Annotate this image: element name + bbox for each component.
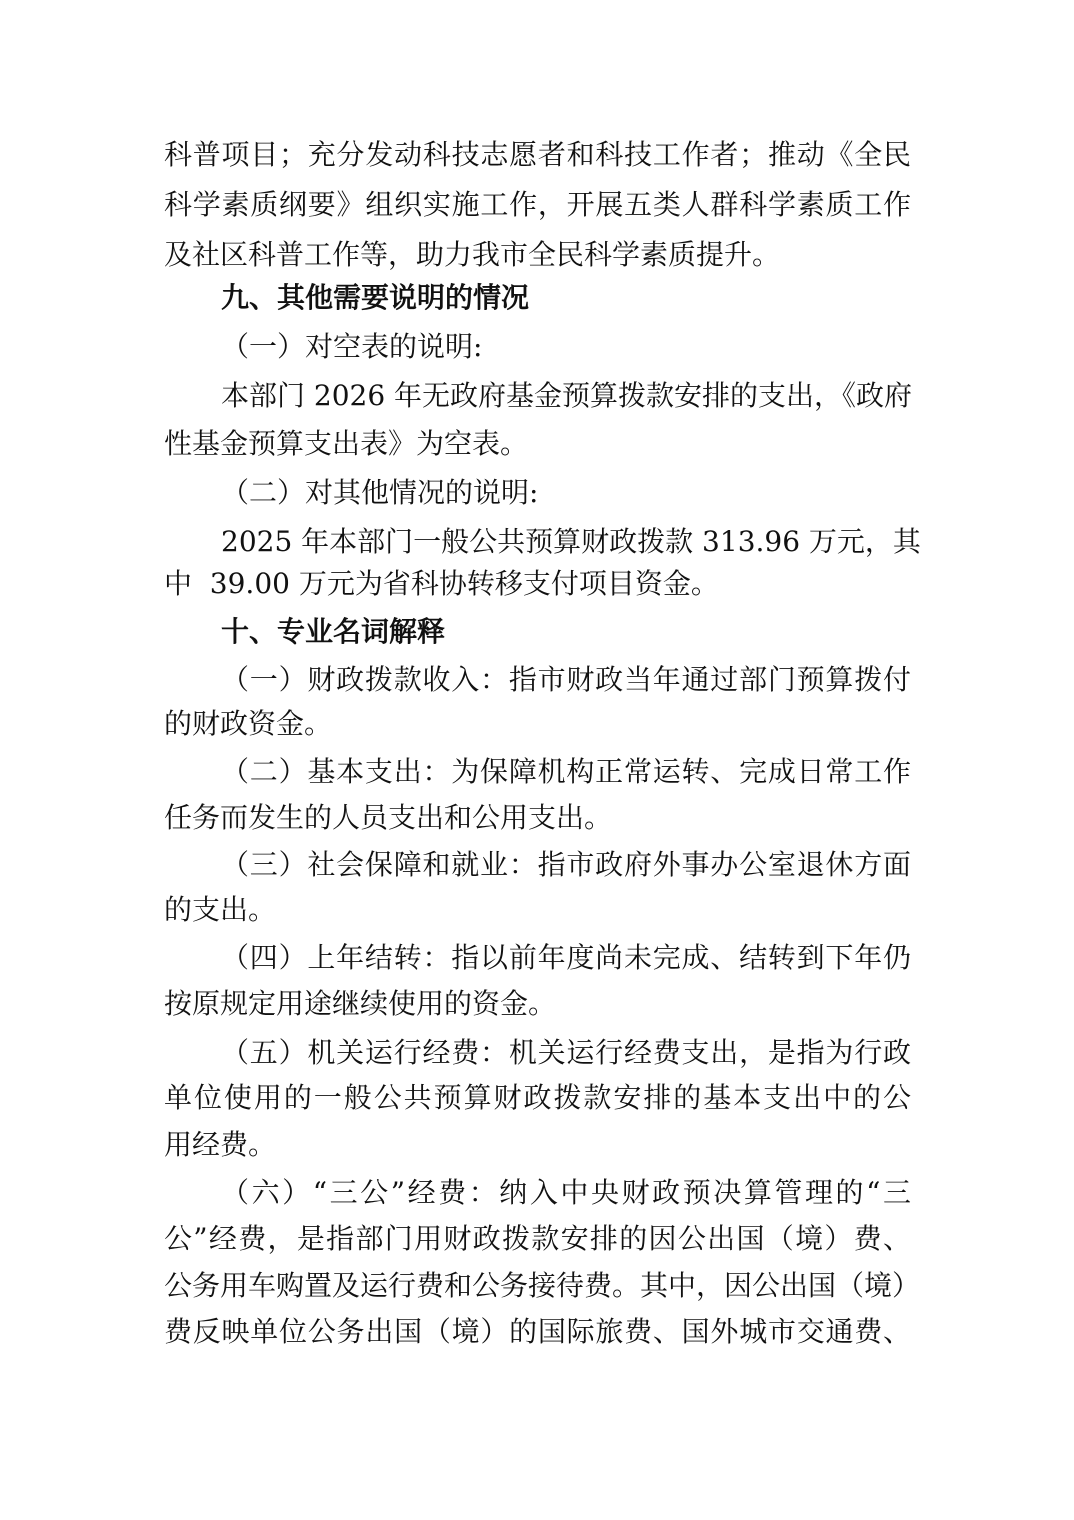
definition-line: 任务而发生的人员支出和公用支出。 xyxy=(164,801,613,834)
section-heading-9: 九、其他需要说明的情况 xyxy=(221,281,530,314)
definition-line: 公务用车购置及运行费和公务接待费。其中，因公出国（境） xyxy=(164,1269,921,1302)
paragraph-line: 2025 年本部门一般公共预算财政拨款 313.96 万元，其 xyxy=(221,525,921,558)
paragraph-line: 科学素质纲要》组织实施工作，开展五类人群科学素质工作 xyxy=(164,188,911,221)
section-heading-10: 十、专业名词解释 xyxy=(221,615,446,648)
definition-line: 的支出。 xyxy=(164,893,277,926)
paragraph-line: 中 39.00 万元为省科协转移支付项目资金。 xyxy=(164,567,719,600)
definition-line: 单位使用的一般公共预算财政拨款安排的基本支出中的公 xyxy=(164,1081,911,1114)
definition-line: 公”经费，是指部门用财政拨款安排的因公出国（境）费、 xyxy=(164,1222,911,1255)
definition-line: 费反映单位公务出国（境）的国际旅费、国外城市交通费、 xyxy=(164,1315,911,1348)
paragraph-line: 本部门 2026 年无政府基金预算拨款安排的支出，《政府 xyxy=(221,379,913,412)
definition-line: （三）社会保障和就业：指市政府外事办公室退休方面 xyxy=(221,848,911,881)
definition-line: 用经费。 xyxy=(164,1128,277,1161)
paragraph-line: 科普项目；充分发动科技志愿者和科技工作者；推动《全民 xyxy=(164,138,911,171)
subsection-title: （一）对空表的说明: xyxy=(221,330,483,363)
paragraph-line: 性基金预算支出表》为空表。 xyxy=(164,427,529,460)
paragraph-line: 及社区科普工作等，助力我市全民科学素质提升。 xyxy=(164,238,781,271)
definition-line: 的财政资金。 xyxy=(164,707,333,740)
definition-line: （六）“三公”经费：纳入中央财政预决算管理的“三 xyxy=(221,1176,911,1209)
definition-line: 按原规定用途继续使用的资金。 xyxy=(164,987,557,1020)
definition-line: （五）机关运行经费：机关运行经费支出，是指为行政 xyxy=(221,1036,911,1069)
definition-line: （一）财政拨款收入：指市财政当年通过部门预算拨付 xyxy=(221,663,911,696)
definition-line: （四）上年结转：指以前年度尚未完成、结转到下年仍 xyxy=(221,941,911,974)
subsection-title: （二）对其他情况的说明: xyxy=(221,476,539,509)
definition-line: （二）基本支出：为保障机构正常运转、完成日常工作 xyxy=(221,755,911,788)
